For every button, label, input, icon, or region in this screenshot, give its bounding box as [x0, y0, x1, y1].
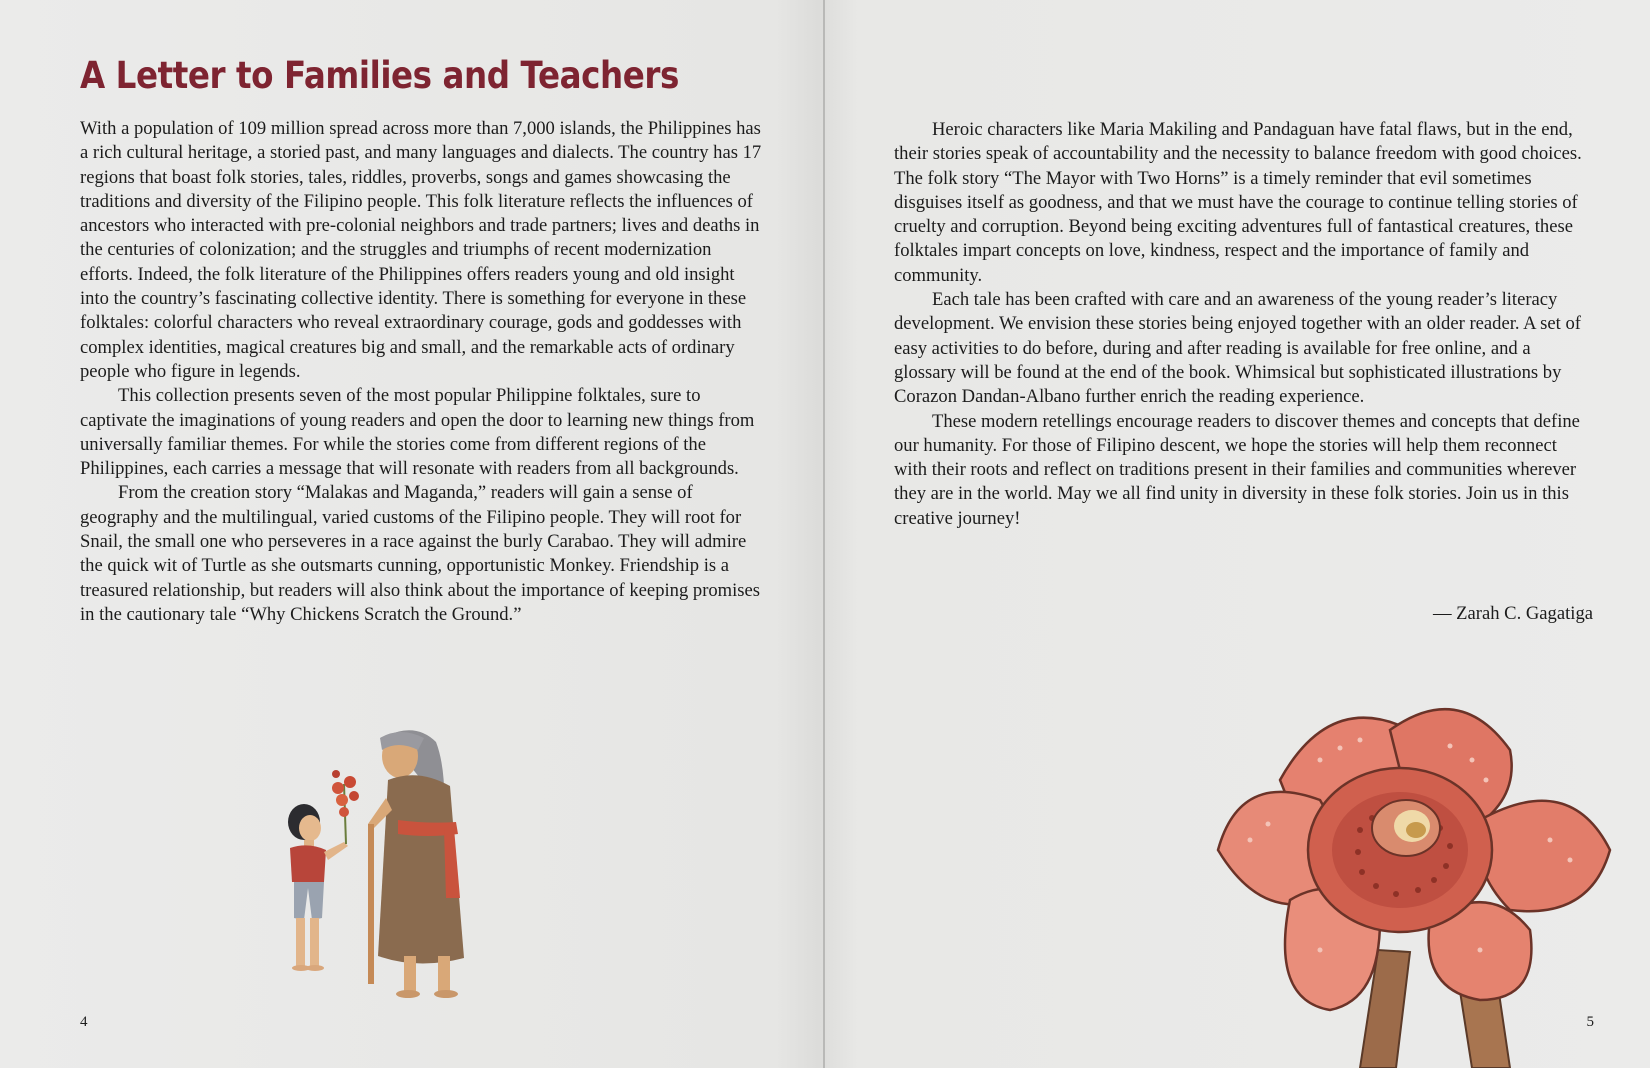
rafflesia-flower-illustration	[1210, 700, 1650, 1068]
paragraph: Heroic characters like Maria Makiling and Pandaguan have fatal flaws, but in the end, their stories speak of accountability and the necessity to balance freedom with good choices. The folk story “The Mayor with Two Horns” is a timely reminder that evil sometimes disguises itself as goodness, and that we must have the courage to continue telling stories of cruelty and corruption. Beyond being exciting adventures full of fantastical creatures, these folktales impart concepts on love, kindness, respect and the importance of family and community.	[894, 119, 1582, 286]
paragraph: This collection presents seven of the most popular Philippine folktales, sure to captivate the imaginations of young readers and open the door to learning new things from universally familiar themes. For while the stories come from different regions of the Philippines, each carries a message that will resonate with readers from all backgrounds.	[80, 385, 755, 480]
paragraph: With a population of 109 million spread across more than 7,000 islands, the Philippines has a rich cultural heritage, a storied past, and many languages and dialects. The country has 17 regions that boast folk stories, tales, riddles, proverbs, songs and games showcasing the traditions and diversity of the Filipino people. This folk literature reflects the influences of ancestors who interacted with pre-colonial neighbors and trade partners; lives and deaths in the centuries of colonization; and the struggles and triumphs of recent modernization efforts. Indeed, the folk literature of the Philippines offers readers young and old insight into the country’s fascinating collective identity. There is something for everyone in these folktales: colorful characters who reveal extraordinary courage, gods and goddesses with complex identities, magical creatures big and small, and the remarkable acts of ordinary people who figure in legends.	[80, 118, 762, 382]
flower-bouquet-icon	[332, 770, 359, 844]
signature: — Zarah C. Gagatiga	[1432, 603, 1593, 624]
paragraph: Each tale has been crafted with care and an awareness of the young reader’s literacy development. We envision these stories being enjoyed together with an older reader. A set of easy activities to do before, during and after reading is available for free online, and a glossary will be found at the end of the book. Whimsical but sophisticated illustrations by Corazon Dandan-Albano further enrich the reading experience.	[894, 289, 1581, 408]
paragraph: From the creation story “Malakas and Maganda,” readers will gain a sense of geography and the multilingual, varied customs of the Filipino people. They will root for Snail, the small one who perseveres in a race against the burly Carabao. They will admire the quick wit of Turtle as she outsmarts cunning, opportunistic Monkey. Friendship is a treasured relationship, but readers will also think about the importance of keeping promises in the cautionary tale “Why Chickens Scratch the Ground.”	[80, 482, 761, 625]
page-number: 4	[80, 1014, 88, 1030]
page-number: 5	[1586, 1014, 1594, 1030]
child-figure	[288, 804, 348, 971]
right-body-text	[894, 118, 1584, 531]
right-page	[826, 0, 1650, 1068]
page-title: A Letter to Families and Teachers	[80, 54, 679, 97]
grandmother-figure	[368, 730, 464, 998]
left-page	[0, 0, 824, 1068]
gutter-divider	[823, 0, 825, 1068]
left-body-text	[80, 117, 763, 627]
grandmother-child-illustration	[268, 728, 518, 1020]
paragraph: These modern retellings encourage readers to discover themes and concepts that define our humanity. For those of Filipino descent, we hope the stories will help them reconnect with their roots and reflect on traditions present in their families and communities wherever they are in the world. May we all find unity in diversity in these folk stories. Join us in this creative journey!	[894, 410, 1580, 529]
